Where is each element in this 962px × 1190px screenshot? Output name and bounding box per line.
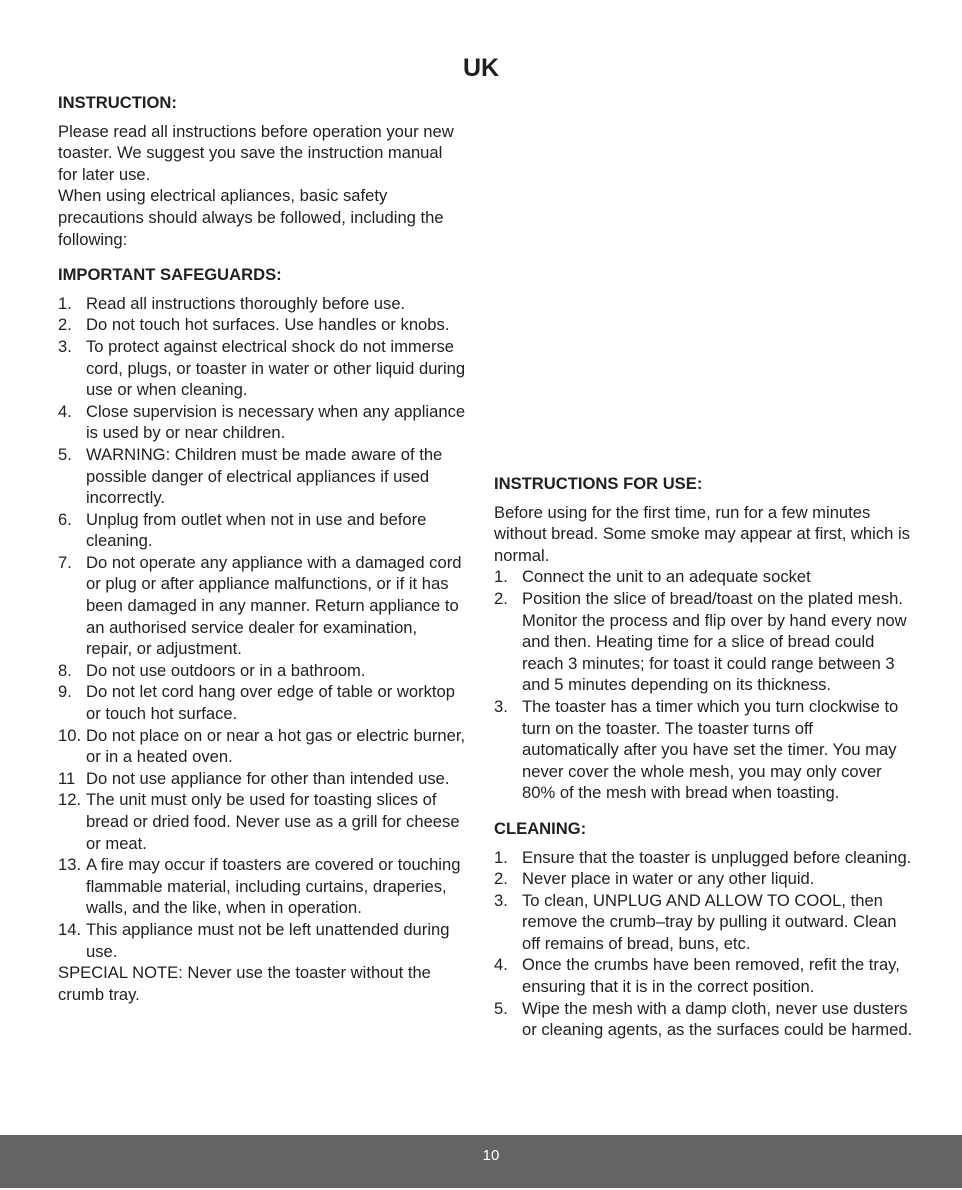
- item-number: 3.: [494, 696, 508, 716]
- list-item: [58, 789, 466, 854]
- item-text: The toaster has a timer which you turn clockwise to turn on the toaster. The toaster turns off automatically after you have set the timer. You may never cover the whole mesh, you may only cover 80% of the mesh with bread when toasting.: [522, 696, 899, 803]
- item-number: 2.: [58, 315, 72, 335]
- list-item: [494, 588, 914, 696]
- list-item: [58, 854, 466, 919]
- list-item: [58, 681, 466, 724]
- language-label: UK: [462, 54, 500, 82]
- item-text: Read all instructions thoroughly before use.: [86, 293, 406, 313]
- list-item: [58, 314, 466, 336]
- item-number: 12.: [58, 790, 82, 810]
- item-number: 3.: [58, 336, 72, 356]
- item-number: 4.: [494, 955, 508, 975]
- list-item: [494, 868, 914, 890]
- item-text: Once the crumbs have been removed, refit the tray, ensuring that it is in the correct position.: [522, 955, 900, 997]
- item-number: 7.: [58, 552, 72, 572]
- list-item: [58, 509, 466, 552]
- list-item: [494, 696, 914, 804]
- list-item: [494, 954, 914, 997]
- item-number: 5.: [494, 998, 508, 1018]
- use-heading: INSTRUCTIONS FOR USE:: [494, 474, 703, 493]
- list-item: [58, 293, 466, 315]
- item-number: 14.: [58, 919, 82, 939]
- item-number: 3.: [494, 890, 508, 910]
- left-column: [58, 92, 466, 1005]
- item-number: 1.: [494, 567, 508, 587]
- item-number: 1.: [58, 293, 72, 313]
- item-text: To clean, UNPLUG AND ALLOW TO COOL, then remove the crumb–tray by pulling it outward. Clean off remains of bread, buns, etc.: [522, 890, 897, 953]
- page-number: 10: [482, 1147, 500, 1164]
- item-number: 1.: [494, 847, 508, 867]
- item-number: 5.: [58, 444, 72, 464]
- item-number: 4.: [58, 401, 72, 421]
- list-item: [58, 336, 466, 401]
- list-item: [58, 768, 466, 790]
- cleaning-steps-list: [494, 847, 914, 1041]
- list-item: [58, 725, 466, 768]
- instruction-heading: INSTRUCTION:: [58, 93, 177, 112]
- item-text: Unplug from outlet when not in use and before cleaning.: [86, 509, 427, 551]
- item-number: 9.: [58, 682, 72, 702]
- list-item: [58, 660, 466, 682]
- item-text: Close supervision is necessary when any appliance is used by or near children.: [86, 401, 466, 443]
- item-number: 2.: [494, 869, 508, 889]
- item-text: Do not touch hot surfaces. Use handles or knobs.: [86, 315, 450, 335]
- item-number: 8.: [58, 660, 72, 680]
- list-item: [58, 919, 466, 962]
- list-item: [58, 401, 466, 444]
- item-number: 13.: [58, 855, 82, 875]
- cleaning-heading: CLEANING:: [494, 818, 587, 838]
- intro-paragraph: Please read all instructions before operation your new toaster. We suggest you save the instruction manual for later use.: [58, 121, 454, 184]
- item-text: Do not let cord hang over edge of table or worktop or touch hot surface.: [86, 682, 455, 724]
- item-text: Position the slice of bread/toast on the plated mesh. Monitor the process and flip over by hand every now and then. Heating time for a slice of bread could reach 3 minutes; for toast it could range between 3 and 5 minutes depending on its thickness.: [522, 588, 907, 695]
- item-text: Ensure that the toaster is unplugged before cleaning.: [522, 847, 912, 867]
- item-number: 6.: [58, 509, 72, 529]
- list-item: [494, 890, 914, 955]
- item-text: Never place in water or any other liquid.: [522, 869, 815, 889]
- item-text: This appliance must not be left unattended during use.: [86, 919, 450, 961]
- item-text: Do not use appliance for other than intended use.: [86, 768, 450, 788]
- list-item: [58, 552, 466, 660]
- use-intro: Before using for the first time, run for a few minutes without bread. Some smoke may appear at first, which is normal.: [494, 502, 910, 565]
- item-text: Connect the unit to an adequate socket: [522, 567, 811, 587]
- item-number: 2.: [494, 588, 508, 608]
- item-text: To protect against electrical shock do not immerse cord, plugs, or toaster in water or other liquid during use or when cleaning.: [86, 336, 466, 400]
- right-column: [494, 473, 914, 1041]
- intro-paragraph: When using electrical apliances, basic safety precautions should always be followed, including the following:: [58, 186, 444, 249]
- page-footer: [0, 1135, 962, 1188]
- item-text: Do not use outdoors or in a bathroom.: [86, 660, 366, 680]
- list-item: [494, 566, 914, 588]
- use-steps-list: [494, 566, 914, 804]
- item-text: WARNING: Children must be made aware of the possible danger of electrical appliances if used incorrectly.: [86, 444, 443, 508]
- item-text: Do not operate any appliance with a damaged cord or plug or after appliance malfunctions, or if it has been damaged in any manner. Return appliance to an authorised service dealer for examination, repair, or adjustment.: [86, 552, 462, 659]
- list-item: [494, 847, 914, 869]
- item-number: 11: [58, 768, 76, 788]
- item-number: 10.: [58, 725, 82, 745]
- special-note: SPECIAL NOTE: Never use the toaster without the crumb tray.: [58, 963, 431, 1004]
- list-item: [58, 444, 466, 509]
- safeguards-list: [58, 293, 466, 962]
- item-text: Do not place on or near a hot gas or electric burner, or in a heated oven.: [86, 725, 466, 767]
- list-item: [494, 998, 914, 1041]
- safeguards-heading: IMPORTANT SAFEGUARDS:: [58, 265, 282, 285]
- item-text: The unit must only be used for toasting slices of bread or dried food. Never use as a grill for cheese or meat.: [86, 790, 460, 853]
- item-text: A fire may occur if toasters are covered or touching flammable material, including curtains, draperies, walls, and the like, when in operation.: [86, 855, 461, 918]
- item-text: Wipe the mesh with a damp cloth, never use dusters or cleaning agents, as the surfaces could be harmed.: [522, 998, 913, 1040]
